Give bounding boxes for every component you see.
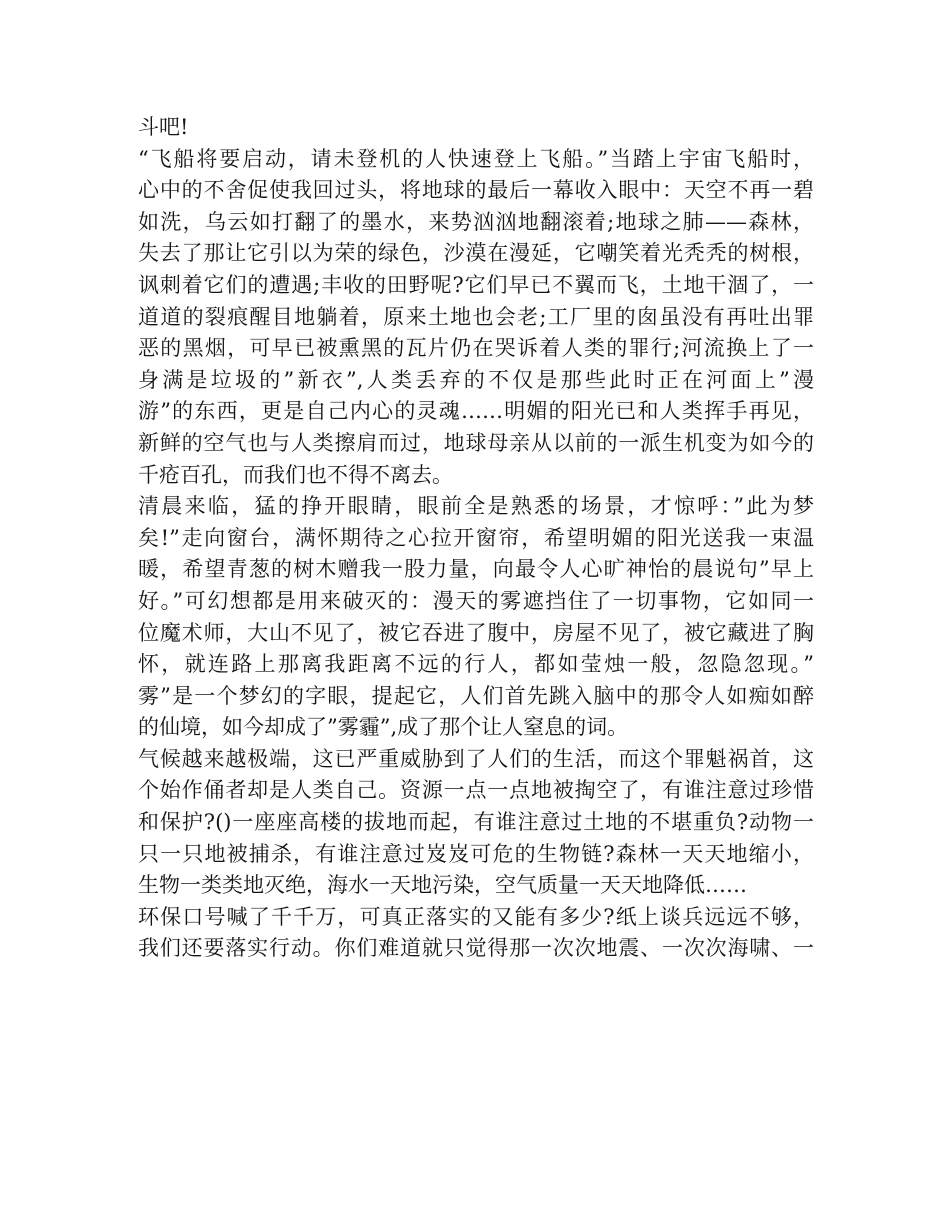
text-line: 道道的裂痕醒目地躺着，原来土地也会老;工厂里的囱虽没有再吐出罪 xyxy=(138,304,814,329)
text-line: 失去了那让它引以为荣的绿色，沙漠在漫延，它嘲笑着光秃秃的树根， xyxy=(138,241,814,266)
text-line: 好。”可幻想都是用来破灭的：漫天的雾遮挡住了一切事物，它如同一 xyxy=(138,588,814,613)
text-line: 千疮百孔，而我们也不得不离去。 xyxy=(138,462,453,487)
text-line: 如洗，乌云如打翻了的墨水，来势汹汹地翻滚着;地球之肺——森林， xyxy=(138,209,814,234)
text-line: 心中的不舍促使我回过头，将地球的最后一幕收入眼中：天空不再一碧 xyxy=(138,178,814,203)
text-line: 斗吧! xyxy=(138,115,189,139)
text-line: 雾”是一个梦幻的字眼，提起它，人们首先跳入脑中的那令人如痴如醉 xyxy=(138,683,814,708)
text-line: 恶的黑烟，可早已被熏黑的瓦片仍在哭诉着人类的罪行;河流换上了一 xyxy=(138,336,814,361)
text-line: 位魔术师，大山不见了，被它吞进了腹中，房屋不见了，被它藏进了胸 xyxy=(138,620,814,645)
text-line: 的仙境，如今却成了”雾霾”,成了那个让人窒息的词。 xyxy=(138,715,629,740)
text-line: 环保口号喊了千千万，可真正落实的又能有多少?纸上谈兵远远不够， xyxy=(138,904,814,929)
document-page xyxy=(138,112,814,965)
text-line: 清晨来临，猛的挣开眼睛，眼前全是熟悉的场景，才惊呼：”此为梦 xyxy=(138,494,814,519)
text-line: 新鲜的空气也与人类擦肩而过，地球母亲从以前的一派生机变为如今的 xyxy=(138,430,814,455)
text-line: 矣!”走向窗台，满怀期待之心拉开窗帘，希望明媚的阳光送我一束温 xyxy=(138,525,814,550)
text-line: 怀，就连路上那离我距离不远的行人，都如莹烛一般，忽隐忽现。” xyxy=(138,652,814,677)
text-line: 讽刺着它们的遭遇;丰收的田野呢?它们早已不翼而飞，土地干涸了，一 xyxy=(138,272,814,297)
text-line: 只一只地被捕杀，有谁注意过岌岌可危的生物链?森林一天天地缩小， xyxy=(138,841,814,866)
text-line: 个始作俑者却是人类自己。资源一点一点地被掏空了，有谁注意过珍惜 xyxy=(138,778,814,803)
text-line: 游”的东西，更是自己内心的灵魂……明媚的阳光已和人类挥手再见， xyxy=(138,399,814,424)
text-line: 暖，希望青葱的树木赠我一股力量，向最令人心旷神怡的晨说句”早上 xyxy=(138,557,814,582)
text-line: 身满是垃圾的”新衣”,人类丢弃的不仅是那些此时正在河面上”漫 xyxy=(138,367,814,392)
text-line: 和保护?()一座座高楼的拔地而起，有谁注意过土地的不堪重负?动物一 xyxy=(138,810,814,835)
text-line: 我们还要落实行动。你们难道就只觉得那一次次地震、一次次海啸、一 xyxy=(138,936,814,961)
text-line: “飞船将要启动，请未登机的人快速登上飞船。”当踏上宇宙飞船时， xyxy=(138,146,814,171)
text-line: 气候越来越极端，这已严重威胁到了人们的生活，而这个罪魁祸首，这 xyxy=(138,746,814,771)
text-line: 生物一类类地灭绝，海水一天地污染，空气质量一天天地降低…… xyxy=(138,873,747,898)
